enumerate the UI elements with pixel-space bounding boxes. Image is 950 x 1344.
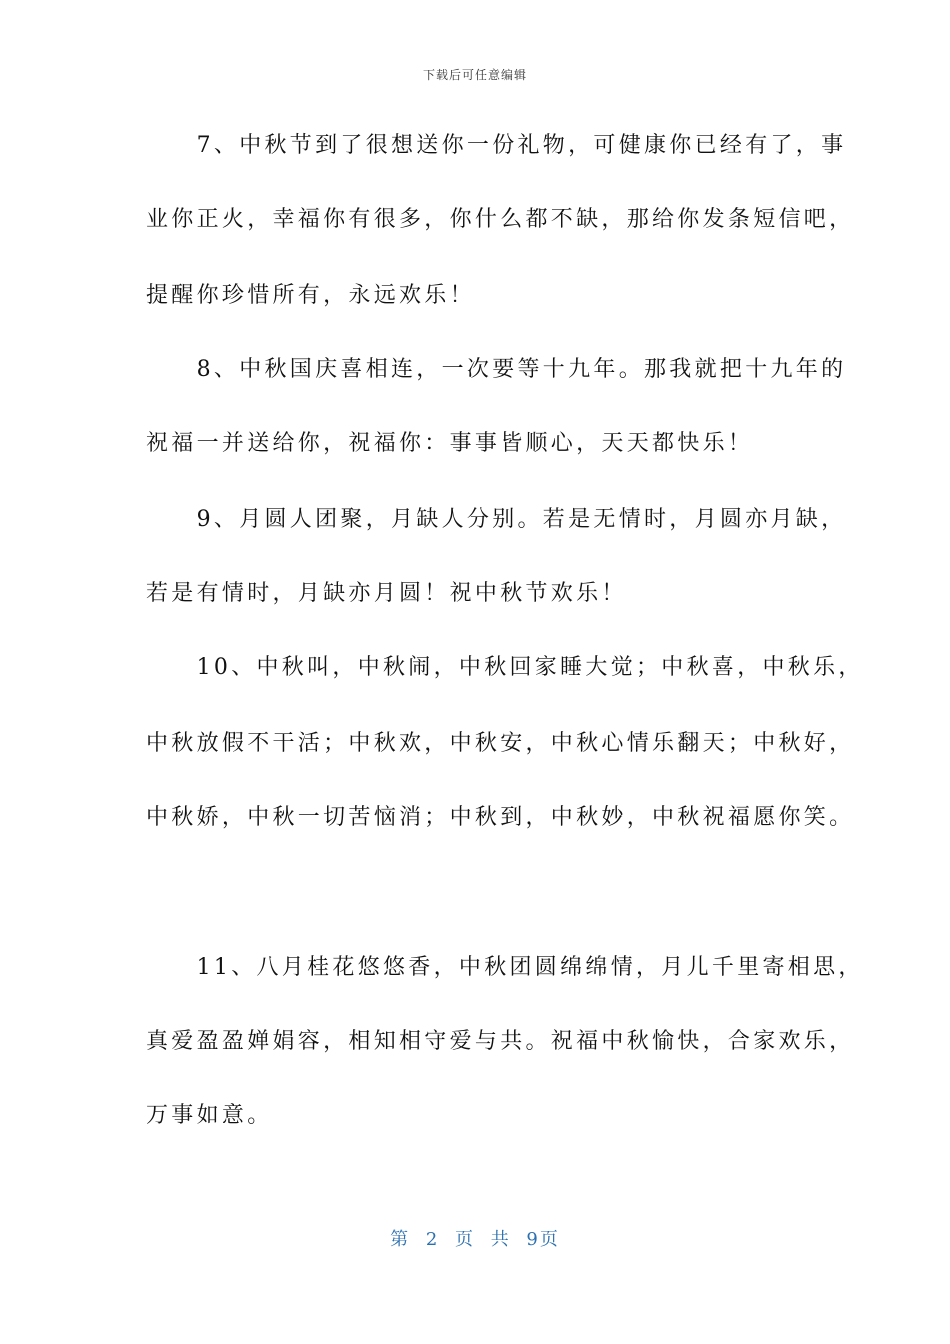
page-number-footer: 第 2 页 共 9页 bbox=[390, 1229, 560, 1250]
paragraph-7-line-3: 提醒你珍惜所有，永远欢乐！ bbox=[146, 283, 475, 308]
paragraph-8-line-1: 8、中秋国庆喜相连，一次要等十九年。那我就把十九年的 bbox=[146, 357, 847, 382]
paragraph-9-line-1: 9、月圆人团聚，月缺人分别。若是无情时，月圆亦月缺， bbox=[146, 507, 847, 532]
paragraph-11-line-2: 真爱盈盈婵娟容，相知相守爱与共。祝福中秋愉快，合家欢乐， bbox=[146, 1029, 855, 1054]
paragraph-8-line-2: 祝福一并送给你，祝福你：事事皆顺心，天天都快乐！ bbox=[146, 431, 754, 456]
paragraph-10-line-1: 10、中秋叫，中秋闹，中秋回家睡大觉；中秋喜，中秋乐， bbox=[146, 655, 864, 680]
header-note: 下载后可任意编辑 bbox=[422, 68, 527, 82]
paragraph-10-line-2: 中秋放假不干活；中秋欢，中秋安，中秋心情乐翻天；中秋好， bbox=[146, 731, 855, 756]
paragraph-11-line-1: 11、八月桂花悠悠香，中秋团圆绵绵情，月儿千里寄相思， bbox=[146, 955, 864, 980]
paragraph-7-line-2: 业你正火，幸福你有很多，你什么都不缺，那给你发条短信吧， bbox=[146, 207, 855, 232]
paragraph-7-line-1: 7、中秋节到了很想送你一份礼物，可健康你已经有了，事 bbox=[146, 133, 847, 158]
paragraph-9-line-2: 若是有情时，月缺亦月圆！祝中秋节欢乐！ bbox=[146, 581, 627, 606]
paragraph-11-line-3: 万事如意。 bbox=[146, 1103, 273, 1128]
paragraph-10-line-3: 中秋娇，中秋一切苦恼消；中秋到，中秋妙，中秋祝福愿你笑。 bbox=[146, 805, 855, 830]
